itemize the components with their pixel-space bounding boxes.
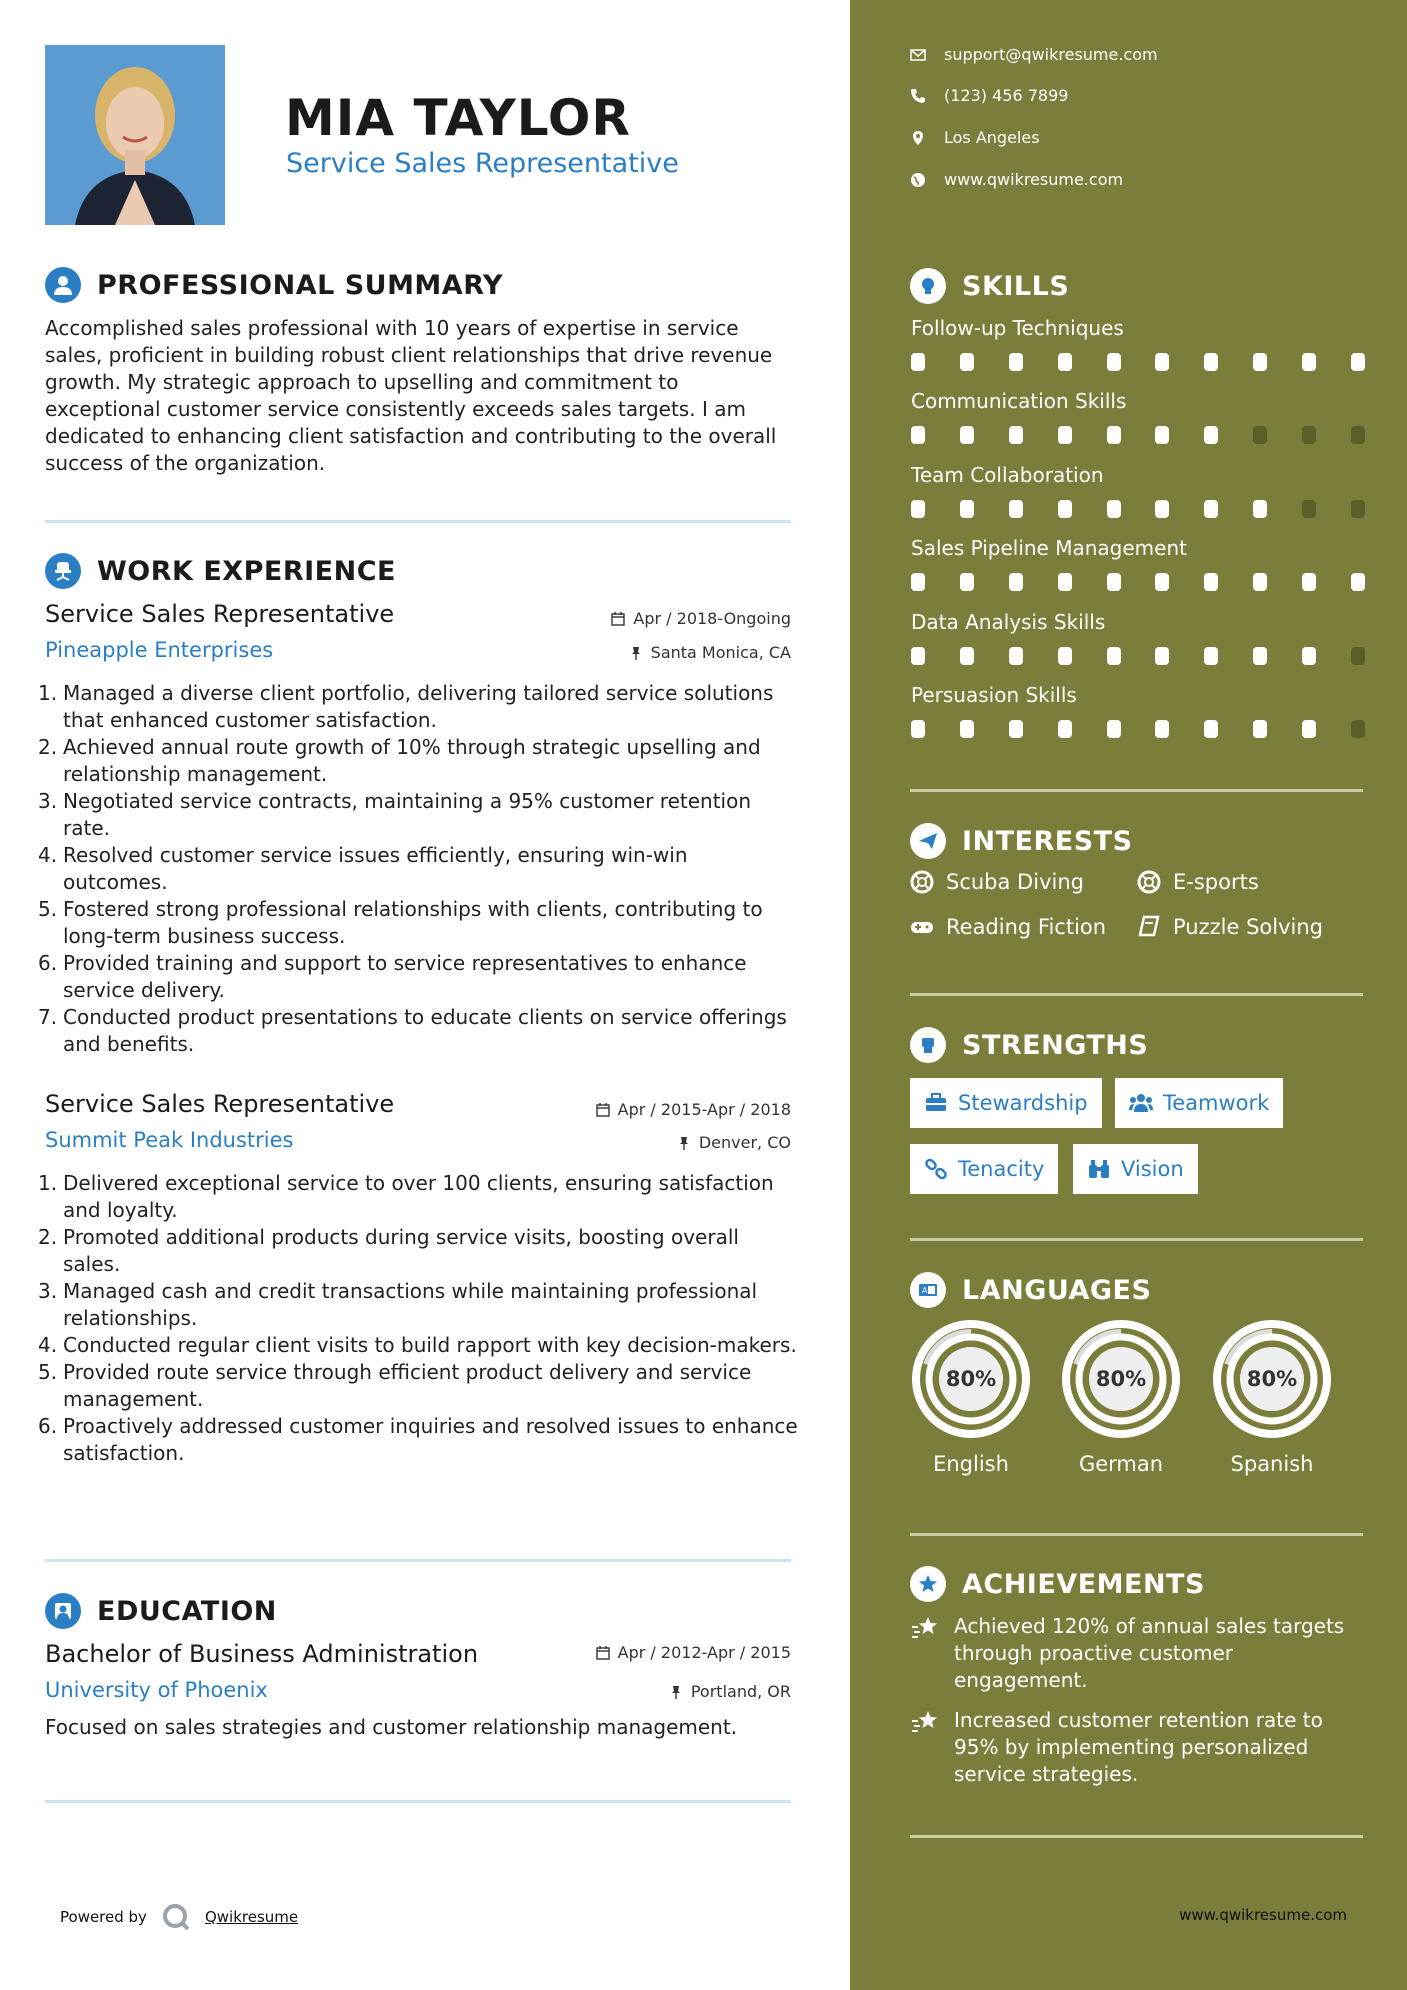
strength-tag bbox=[910, 1144, 1058, 1194]
skill-dot bbox=[1253, 426, 1267, 444]
pin-icon bbox=[629, 646, 643, 660]
achievement-item bbox=[910, 1613, 1360, 1694]
divider bbox=[45, 520, 791, 523]
divider bbox=[910, 1835, 1363, 1838]
calendar-icon bbox=[596, 1646, 610, 1660]
summary-text: Accomplished sales professional with 10 years of expertise in service sales, proficient in building robust client relationships that drive revenue growth. My strategic approach to upselling and commitment to exceptional customer service consistently exceeds sales targets. I am dedicated to enhancing client satisfaction and contributing to the overall success of the organization. bbox=[45, 316, 777, 475]
skill-dot bbox=[1058, 426, 1072, 444]
job-location-text: Denver, CO bbox=[698, 1133, 791, 1152]
list-item: 5. Fostered strong professional relationships with clients, contributing to long-term business success. bbox=[38, 897, 763, 948]
language-item bbox=[1060, 1318, 1182, 1476]
skill-dot bbox=[1009, 353, 1023, 371]
job-bullets bbox=[38, 1170, 798, 1467]
skill-dot bbox=[1107, 500, 1121, 518]
divider bbox=[910, 1238, 1363, 1241]
language-item bbox=[910, 1318, 1032, 1476]
svg-text:A: A bbox=[922, 1286, 928, 1295]
language-percent: 80% bbox=[1246, 1367, 1298, 1391]
skill-dot bbox=[1058, 720, 1072, 738]
strength-label: Stewardship bbox=[958, 1091, 1088, 1115]
language-name: German bbox=[1078, 1452, 1164, 1476]
divider bbox=[910, 1533, 1363, 1536]
list-item: 4. Conducted regular client visits to build rapport with key decision-makers. bbox=[38, 1333, 797, 1357]
education-location bbox=[669, 1682, 791, 1701]
skill-dot bbox=[1058, 573, 1072, 591]
skill-dot bbox=[1351, 573, 1365, 591]
skill-dot bbox=[1253, 720, 1267, 738]
skill-dot bbox=[1351, 500, 1365, 518]
languages-title: LANGUAGES bbox=[962, 1274, 1152, 1306]
strength-tag bbox=[910, 1078, 1102, 1128]
skill-dot bbox=[1302, 500, 1316, 518]
skill-dot bbox=[1058, 353, 1072, 371]
skill-dot bbox=[911, 353, 925, 371]
powered-by-label: Powered by bbox=[60, 1908, 147, 1926]
skill-name: Communication Skills bbox=[911, 389, 1127, 413]
skill-name: Sales Pipeline Management bbox=[911, 536, 1187, 560]
achievement-text: Increased customer retention rate to 95% by implementing personalized service strategies. bbox=[954, 1708, 1323, 1786]
skill-dot bbox=[960, 426, 974, 444]
skill-dot bbox=[1302, 426, 1316, 444]
skill-dot bbox=[1107, 426, 1121, 444]
skill-dot bbox=[960, 353, 974, 371]
job-title: Service Sales Representative bbox=[45, 600, 395, 628]
skill-dot bbox=[1253, 500, 1267, 518]
achievements-title: ACHIEVEMENTS bbox=[962, 1568, 1205, 1600]
list-item: 7. Conducted product presentations to educate clients on service offerings and benefits. bbox=[38, 1005, 787, 1056]
education-location-text: Portland, OR bbox=[690, 1682, 791, 1701]
skill-dot bbox=[1204, 573, 1218, 591]
skill-dot bbox=[1302, 573, 1316, 591]
skill-dot bbox=[1058, 647, 1072, 665]
interest-item bbox=[1137, 870, 1259, 894]
calendar-icon bbox=[596, 1103, 610, 1117]
list-item: 6. Proactively addressed customer inquiries and resolved issues to enhance satisfaction. bbox=[38, 1414, 798, 1465]
list-item: 3. Managed cash and credit transactions while maintaining professional relationships. bbox=[38, 1279, 758, 1330]
skill-dot bbox=[1204, 500, 1218, 518]
lifebuoy-icon bbox=[910, 870, 934, 894]
job-location-text: Santa Monica, CA bbox=[650, 643, 791, 662]
map-marker-icon bbox=[910, 130, 926, 146]
interests-title: INTERESTS bbox=[962, 825, 1133, 857]
skill-dot bbox=[1204, 720, 1218, 738]
skill-dot bbox=[1253, 353, 1267, 371]
language-gauge bbox=[910, 1318, 1032, 1440]
skill-dot bbox=[1155, 573, 1169, 591]
skill-dot bbox=[1155, 647, 1169, 665]
skill-dot bbox=[1351, 647, 1365, 665]
envelope-icon bbox=[910, 47, 926, 63]
interest-item bbox=[910, 915, 1106, 939]
list-item: 1. Managed a diverse client portfolio, delivering tailored service solutions that enhanced customer satisfaction. bbox=[38, 681, 774, 732]
lightbulb-icon bbox=[910, 268, 946, 304]
skill-dot bbox=[1058, 500, 1072, 518]
skill-dot bbox=[1204, 426, 1218, 444]
language-item bbox=[1211, 1318, 1333, 1476]
phone-text: (123) 456 7899 bbox=[944, 86, 1069, 105]
skill-dot bbox=[1009, 500, 1023, 518]
skill-dot bbox=[911, 500, 925, 518]
shooting-star-icon bbox=[910, 1615, 940, 1643]
location-text: Los Angeles bbox=[944, 128, 1040, 147]
footer-url[interactable]: www.qwikresume.com bbox=[1179, 1906, 1347, 1924]
skill-dot bbox=[1204, 353, 1218, 371]
skill-dot bbox=[960, 573, 974, 591]
list-item: 5. Provided route service through efficient product delivery and service management. bbox=[38, 1360, 752, 1411]
email-text: support@qwikresume.com bbox=[944, 45, 1158, 64]
job-dates-text: Apr / 2018-Ongoing bbox=[633, 609, 791, 628]
skill-dot bbox=[1155, 426, 1169, 444]
skills-heading bbox=[910, 268, 1069, 304]
list-item: 3. Negotiated service contracts, maintaining a 95% customer retention rate. bbox=[38, 789, 752, 840]
interest-label: Puzzle Solving bbox=[1173, 915, 1323, 939]
job-location bbox=[677, 1133, 791, 1152]
education-text: Focused on sales strategies and customer relationship management. bbox=[45, 1715, 738, 1739]
skill-rating bbox=[911, 573, 1365, 591]
company-name: Pineapple Enterprises bbox=[45, 638, 274, 662]
skill-dot bbox=[911, 720, 925, 738]
list-item: 6. Provided training and support to service representatives to enhance service delivery. bbox=[38, 951, 747, 1002]
company-name: Summit Peak Industries bbox=[45, 1128, 294, 1152]
interest-label: Scuba Diving bbox=[946, 870, 1084, 894]
interest-item bbox=[910, 870, 1084, 894]
users-icon bbox=[1129, 1091, 1153, 1115]
skill-dot bbox=[1009, 647, 1023, 665]
education-dates bbox=[596, 1643, 791, 1662]
skill-dot bbox=[1009, 426, 1023, 444]
strengths-title: STRENGTHS bbox=[962, 1029, 1149, 1061]
skill-dot bbox=[911, 647, 925, 665]
binoculars-icon bbox=[1087, 1157, 1111, 1181]
skill-dot bbox=[1155, 353, 1169, 371]
strength-label: Tenacity bbox=[958, 1157, 1045, 1181]
language-icon bbox=[910, 1272, 946, 1308]
skill-name: Team Collaboration bbox=[911, 463, 1104, 487]
divider bbox=[45, 1559, 791, 1562]
experience-title: WORK EXPERIENCE bbox=[97, 555, 396, 587]
divider bbox=[45, 1800, 791, 1803]
school-name: University of Phoenix bbox=[45, 1678, 268, 1702]
link-icon bbox=[924, 1157, 948, 1181]
graduate-icon bbox=[45, 1593, 81, 1629]
education-dates-text: Apr / 2012-Apr / 2015 bbox=[617, 1643, 791, 1662]
language-name: English bbox=[933, 1452, 1009, 1476]
contact-email[interactable] bbox=[910, 45, 1158, 64]
qwikresume-link[interactable]: Qwikresume bbox=[204, 1908, 299, 1926]
skill-name: Follow-up Techniques bbox=[911, 316, 1124, 340]
skill-dot bbox=[1107, 720, 1121, 738]
language-name: Spanish bbox=[1230, 1452, 1314, 1476]
skill-name: Persuasion Skills bbox=[911, 683, 1077, 707]
skill-dot bbox=[1155, 500, 1169, 518]
skill-dot bbox=[1155, 720, 1169, 738]
office-chair-icon bbox=[45, 553, 81, 589]
skill-dot bbox=[1204, 647, 1218, 665]
language-percent: 80% bbox=[945, 1367, 997, 1391]
languages-heading bbox=[910, 1272, 1151, 1308]
qwikresume-logo-icon bbox=[161, 1902, 191, 1932]
language-gauge bbox=[1060, 1318, 1182, 1440]
skill-dot bbox=[960, 647, 974, 665]
book-icon bbox=[1137, 915, 1161, 939]
skill-dot bbox=[1302, 353, 1316, 371]
skill-dot bbox=[1009, 720, 1023, 738]
list-item: 1. Delivered exceptional service to over 100 clients, ensuring satisfaction and loyalty. bbox=[38, 1171, 774, 1222]
candidate-name: MIA TAYLOR bbox=[285, 89, 631, 147]
skill-dot bbox=[1253, 573, 1267, 591]
skill-dot bbox=[1107, 573, 1121, 591]
strength-tag bbox=[1073, 1144, 1198, 1194]
skill-dot bbox=[1107, 353, 1121, 371]
pin-icon bbox=[669, 1685, 683, 1699]
strength-label: Vision bbox=[1121, 1157, 1184, 1181]
skill-dot bbox=[1302, 647, 1316, 665]
interest-label: Reading Fiction bbox=[946, 915, 1107, 939]
skill-dot bbox=[1351, 426, 1365, 444]
job-title: Service Sales Representative bbox=[45, 1090, 395, 1118]
contact-phone[interactable] bbox=[910, 86, 1068, 105]
job-bullets bbox=[38, 680, 798, 1058]
phone-icon bbox=[910, 88, 926, 104]
skill-dot bbox=[960, 500, 974, 518]
lifebuoy-icon bbox=[1137, 870, 1161, 894]
strength-label: Teamwork bbox=[1163, 1091, 1270, 1115]
user-icon bbox=[45, 267, 81, 303]
interest-label: E-sports bbox=[1173, 870, 1259, 894]
strength-tag bbox=[1115, 1078, 1283, 1128]
education-title: EDUCATION bbox=[97, 1595, 277, 1627]
language-gauge bbox=[1211, 1318, 1333, 1440]
job-dates bbox=[596, 1100, 791, 1119]
skill-dot bbox=[1302, 720, 1316, 738]
pin-icon bbox=[677, 1136, 691, 1150]
skills-title: SKILLS bbox=[962, 270, 1070, 302]
divider bbox=[910, 993, 1363, 996]
skill-name: Data Analysis Skills bbox=[911, 610, 1106, 634]
list-item: 2. Promoted additional products during service visits, boosting overall sales. bbox=[38, 1225, 739, 1276]
skill-rating bbox=[911, 647, 1365, 665]
skill-rating bbox=[911, 426, 1365, 444]
language-percent: 80% bbox=[1095, 1367, 1147, 1391]
skill-dot bbox=[1107, 647, 1121, 665]
skill-dot bbox=[1351, 353, 1365, 371]
skill-dot bbox=[960, 720, 974, 738]
contact-location bbox=[910, 128, 1040, 147]
interest-item bbox=[1137, 915, 1323, 939]
shooting-star-icon bbox=[910, 1709, 940, 1737]
degree-title: Bachelor of Business Administration bbox=[45, 1640, 479, 1668]
education-heading bbox=[45, 1593, 277, 1629]
achievement-item bbox=[910, 1707, 1360, 1788]
skill-dot bbox=[1351, 720, 1365, 738]
summary-heading bbox=[45, 267, 503, 303]
star-badge-icon bbox=[910, 1566, 946, 1602]
skill-rating bbox=[911, 500, 1365, 518]
experience-heading bbox=[45, 553, 396, 589]
skill-dot bbox=[911, 573, 925, 591]
fist-icon bbox=[910, 1027, 946, 1063]
gamepad-icon bbox=[910, 915, 934, 939]
footer-powered bbox=[60, 1902, 298, 1932]
list-item: 2. Achieved annual route growth of 10% through strategic upselling and relationship management. bbox=[38, 735, 761, 786]
achievement-text: Achieved 120% of annual sales targets through proactive customer engagement. bbox=[954, 1614, 1345, 1692]
profile-photo bbox=[45, 45, 225, 225]
skill-dot bbox=[1253, 647, 1267, 665]
job-dates-text: Apr / 2015-Apr / 2018 bbox=[617, 1100, 791, 1119]
job-location bbox=[629, 643, 791, 662]
interests-heading bbox=[910, 823, 1133, 859]
briefcase-icon bbox=[924, 1091, 948, 1115]
skill-rating bbox=[911, 720, 1365, 738]
website-text: www.qwikresume.com bbox=[944, 170, 1124, 189]
divider bbox=[910, 789, 1363, 792]
paper-plane-icon bbox=[910, 823, 946, 859]
contact-website[interactable] bbox=[910, 170, 1123, 189]
job-dates bbox=[611, 609, 791, 628]
skill-rating bbox=[911, 353, 1365, 371]
skill-dot bbox=[1009, 573, 1023, 591]
list-item: 4. Resolved customer service issues efficiently, ensuring win-win outcomes. bbox=[38, 843, 688, 894]
achievements-heading bbox=[910, 1566, 1205, 1602]
calendar-icon bbox=[611, 612, 625, 626]
summary-title: PROFESSIONAL SUMMARY bbox=[97, 269, 504, 301]
strengths-heading bbox=[910, 1027, 1148, 1063]
globe-icon bbox=[910, 172, 926, 188]
skill-dot bbox=[911, 426, 925, 444]
candidate-role: Service Sales Representative bbox=[286, 148, 679, 179]
